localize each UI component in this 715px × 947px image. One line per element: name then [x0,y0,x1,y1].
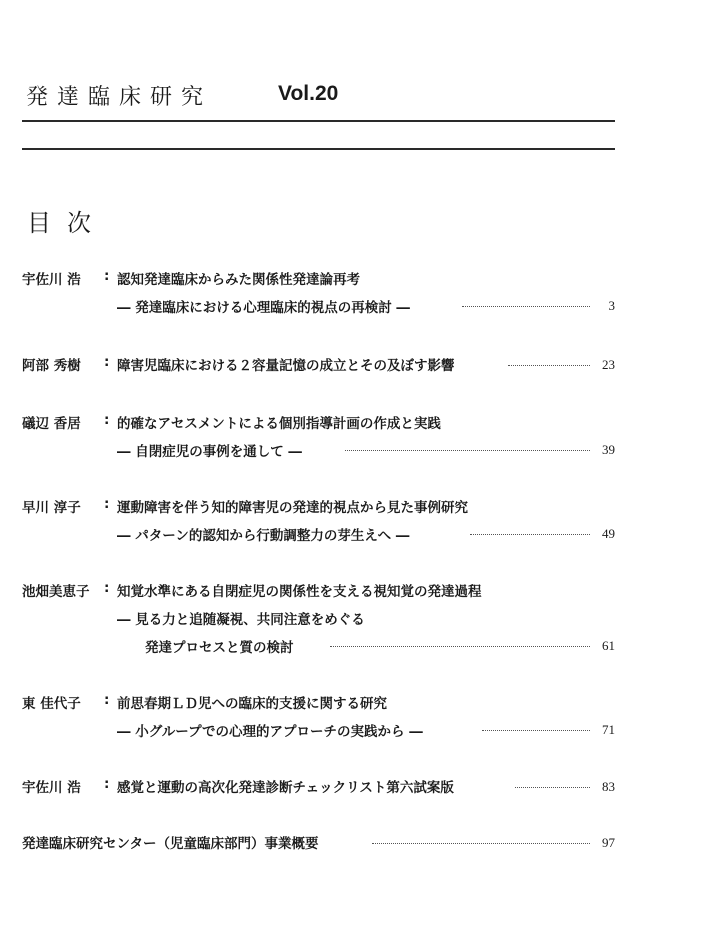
entry-author: 宇佐川 浩 [22,780,81,796]
entry-page: 97 [602,835,615,850]
entry-subtitle-continued: 発達プロセスと質の検討 [145,640,294,656]
author-separator: : [104,268,110,284]
entry-page: 61 [602,638,615,653]
dot-leader [330,646,590,647]
author-separator: : [104,580,110,596]
dot-leader [482,730,590,731]
header-rule-bottom [22,148,615,150]
entry-author: 東 佳代子 [22,696,81,712]
dot-leader [372,843,590,844]
entry-subtitle: ― 見る力と追随凝視、共同注意をめぐる [117,612,365,628]
author-separator: : [104,496,110,512]
entry-page: 71 [602,722,615,737]
dot-leader [345,450,590,451]
entry-page: 3 [608,298,615,313]
entry-subtitle: ― 自閉症児の事例を通して ― [117,444,302,460]
author-separator: : [104,412,110,428]
entry-author: 宇佐川 浩 [22,272,81,288]
toc-heading: 目次 [27,209,107,237]
entry-title: 知覚水準にある自閉症児の関係性を支える視知覚の発達過程 [117,584,482,600]
entry-author: 早川 淳子 [22,500,81,516]
dot-leader [462,306,590,307]
entry-subtitle: ― 小グループでの心理的アプローチの実践から ― [117,724,423,740]
entry-author: 阿部 秀樹 [22,358,81,374]
entry-title: 前思春期ＬＤ児への臨床的支援に関する研究 [117,696,387,712]
entry-title: 発達臨床研究センター（児童臨床部門）事業概要 [22,836,319,852]
journal-title: 発達臨床研究 [26,85,213,110]
entry-page: 39 [602,442,615,457]
entry-title: 運動障害を伴う知的障害児の発達的視点から見た事例研究 [117,500,468,516]
journal-volume: Vol.20 [278,82,339,105]
entry-title: 障害児臨床における２容量記憶の成立とその及ぼす影響 [117,358,455,374]
entry-page: 49 [602,526,615,541]
header-rule-top [22,120,615,122]
author-separator: : [104,692,110,708]
entry-subtitle: ― パターン的認知から行動調整力の芽生えへ ― [117,528,410,544]
entry-page: 23 [602,357,615,372]
dot-leader [470,534,590,535]
author-separator: : [104,354,110,370]
entry-author: 池畑美恵子 [22,584,90,600]
entry-title: 感覚と運動の高次化発達診断チェックリスト第六試案版 [117,780,454,796]
entry-title: 的確なアセスメントによる個別指導計画の作成と実践 [117,416,441,432]
author-separator: : [104,776,110,792]
entry-author: 礒辺 香居 [22,416,81,432]
entry-page: 83 [602,779,615,794]
entry-title: 認知発達臨床からみた関係性発達論再考 [117,272,360,288]
entry-subtitle: ― 発達臨床における心理臨床的視点の再検討 ― [117,300,410,316]
